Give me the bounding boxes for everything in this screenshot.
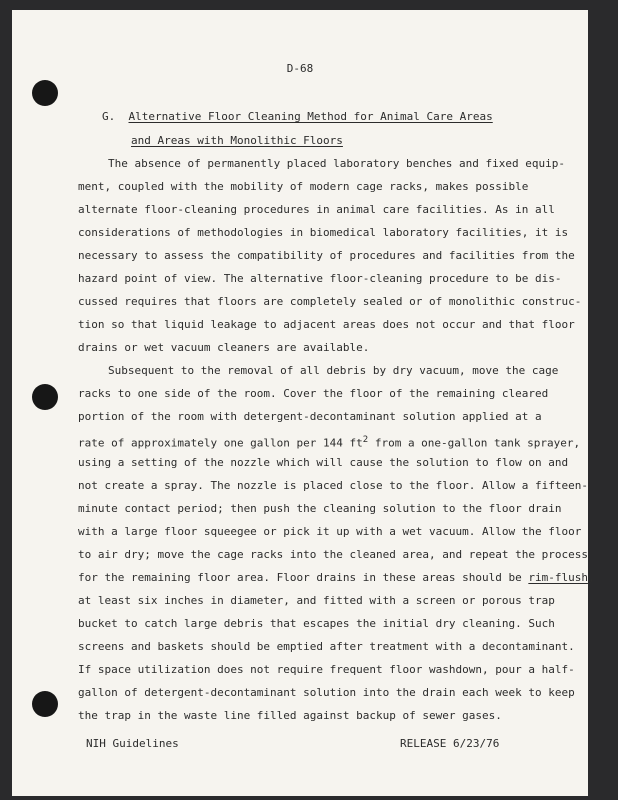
- text-line: hazard point of view. The alternative floor-cleaning procedure to be dis-: [78, 272, 562, 285]
- text-line: alternate floor-cleaning procedures in animal care facilities. As in all: [78, 203, 555, 216]
- text-line: necessary to assess the compatibility of procedures and facilities from the: [78, 249, 575, 262]
- text-line: using a setting of the nozzle which will cause the solution to flow on and: [78, 456, 569, 469]
- text-segment: rate of approximately one gallon per 144 ft: [78, 436, 363, 450]
- text-line: screens and baskets should be emptied after treatment with a decontaminant.: [78, 640, 575, 653]
- text-line: If space utilization does not require frequent floor washdown, pour a half-: [78, 663, 575, 676]
- text-line: drains or wet vacuum cleaners are available.: [78, 341, 370, 354]
- document-page: [12, 10, 595, 796]
- text-line: not create a spray. The nozzle is placed close to the floor. Allow a fifteen-: [78, 479, 588, 492]
- punch-hole-bottom: [32, 691, 58, 717]
- text-line: The absence of permanently placed laboratory benches and fixed equip-: [108, 157, 565, 170]
- text-line: with a large floor squeegee or pick it up with a wet vacuum. Allow the floor: [78, 525, 582, 538]
- text-line: racks to one side of the room. Cover the floor of the remaining cleared: [78, 387, 549, 400]
- text-line: gallon of detergent-decontaminant solution into the drain each week to keep: [78, 686, 575, 699]
- text-segment: for the remaining floor area. Floor drains in these areas should be: [78, 571, 529, 584]
- section-title-line2: and Areas with Monolithic Floors: [131, 134, 343, 147]
- section-letter: G.: [102, 110, 116, 123]
- footer-right: RELEASE 6/23/76: [400, 737, 500, 750]
- punch-hole-middle: [32, 384, 58, 410]
- text-line: at least six inches in diameter, and fitted with a screen or porous trap: [78, 594, 555, 607]
- text-line: the trap in the waste line filled against backup of sewer gases.: [78, 709, 502, 722]
- underlined-term: rim-flush: [528, 571, 588, 584]
- superscript: 2: [362, 435, 369, 445]
- text-line: [78, 433, 580, 451]
- footer-left: NIH Guidelines: [86, 737, 179, 750]
- section-title-line1: Alternative Floor Cleaning Method for Animal Care Areas: [128, 110, 493, 123]
- text-line: minute contact period; then push the cleaning solution to the floor drain: [78, 502, 562, 515]
- text-segment: ,: [587, 571, 595, 584]
- text-line: tion so that liquid leakage to adjacent areas does not occur and that floor: [78, 318, 575, 331]
- page-number: D-68: [286, 62, 314, 75]
- text-line: to air dry; move the cage racks into the cleaned area, and repeat the process: [78, 548, 588, 561]
- text-line: [78, 571, 595, 585]
- section-heading: [102, 110, 493, 123]
- punch-hole-top: [32, 80, 58, 106]
- text-line: considerations of methodologies in biomedical laboratory facilities, it is: [78, 226, 569, 239]
- text-line: bucket to catch large debris that escapes the initial dry cleaning. Such: [78, 617, 555, 630]
- text-line: Subsequent to the removal of all debris by dry vacuum, move the cage: [108, 364, 559, 377]
- text-segment: from a one-gallon tank sprayer,: [368, 436, 581, 450]
- text-line: portion of the room with detergent-decontaminant solution applied at a: [78, 410, 542, 423]
- text-line: cussed requires that floors are completely sealed or of monolithic construc-: [78, 295, 582, 308]
- text-line: ment, coupled with the mobility of modern cage racks, makes possible: [78, 180, 529, 193]
